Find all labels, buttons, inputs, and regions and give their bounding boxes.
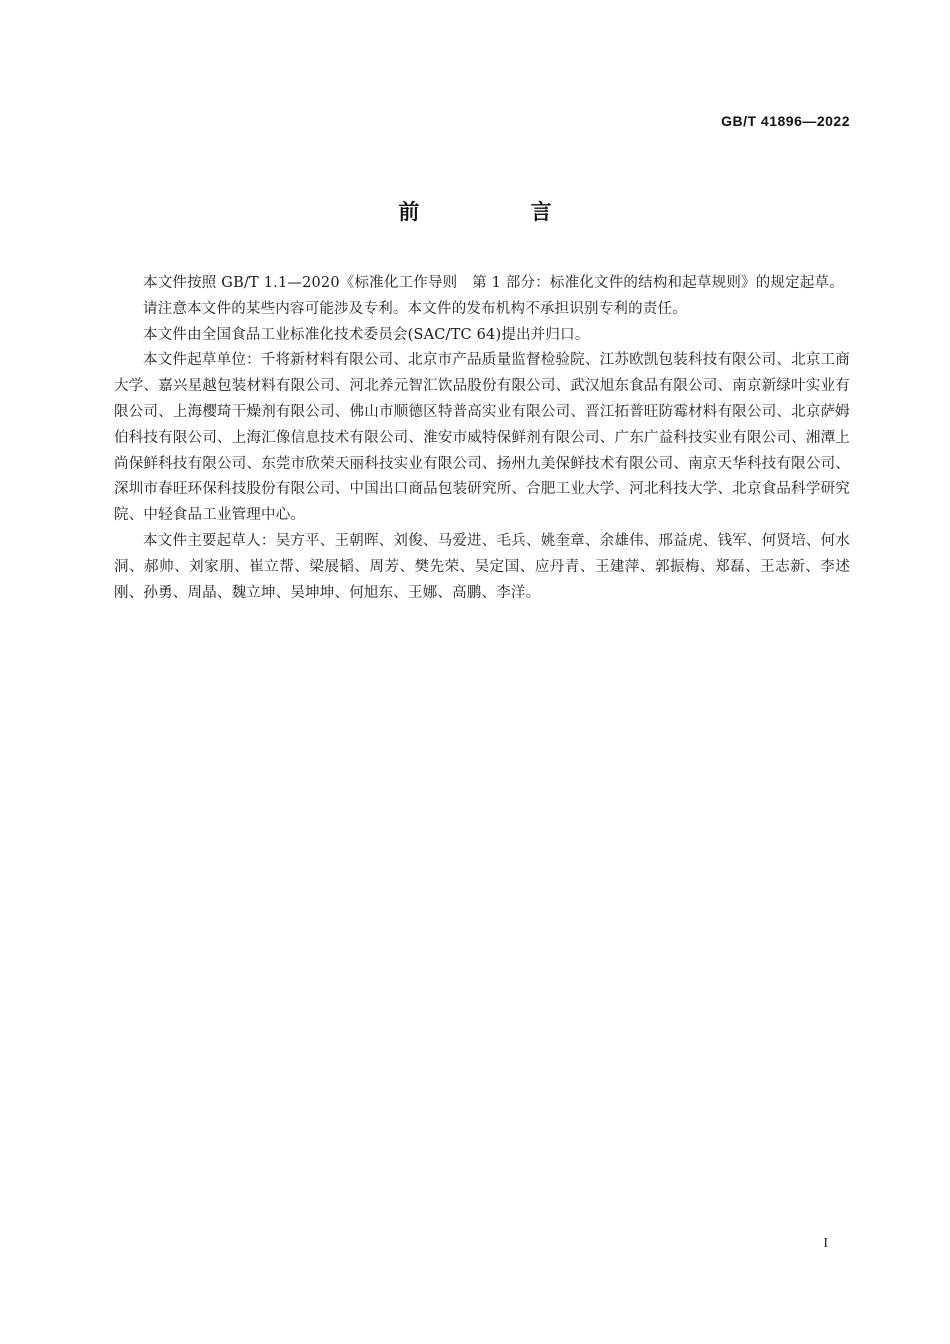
paragraph-drafting-rules: 本文件按照 GB/T 1.1—2020《标准化工作导则 第 1 部分：标准化文件的结构和起草规则》的规定起草。 [143,275,844,291]
standard-number: GB/T 41896—2022 [721,113,850,129]
page-title: 前 言 [398,200,604,224]
paragraph-drafting-units: 本文件起草单位：千将新材料有限公司、北京市产品质量监督检验院、江苏欧凯包装科技有限公司、北京工商大学、嘉兴星越包装材料有限公司、河北养元智汇饮品股份有限公司、武汉旭东食品有限公司、南京新绿叶实业有限公司、上海樱琦干燥剂有限公司、佛山市顺德区特普高实业有限公司、晋江拓普旺防霉材料有限公司、北京萨姆伯科技有限公司、上海汇像信息技术有限公司、淮安市威特保鲜剂有限公司、广东广益科技实业有限公司、湘潭上尚保鲜科技有限公司、东莞市欣荣天丽科技实业有限公司、扬州九美保鲜技术有限公司、南京天华科技有限公司、深圳市春旺环保科技股份有限公司、中国出口商品包装研究所、合肥工业大学、河北科技大学、北京食品科学研究院、中轻食品工业管理中心。 [114,352,850,524]
paragraph-proposer: 本文件由全国食品工业标准化技术委员会(SAC/TC 64)提出并归口。 [143,326,590,343]
paragraph-main-drafters: 本文件主要起草人：吴方平、王朝晖、刘俊、马爱进、毛兵、姚奎章、余雄伟、邢益虎、钱军、何贤培、何水洞、郝帅、刘家朋、崔立帮、梁展韬、周芳、樊先荣、吴定国、应丹青、王建萍、郭振梅、郑磊、王志新、李述刚、孙勇、周晶、魏立坤、吴坤坤、何旭东、王娜、高鹏、李洋。 [114,532,850,601]
foreword-body [114,271,850,606]
page-number: I [823,1236,828,1251]
paragraph-patent-notice: 请注意本文件的某些内容可能涉及专利。本文件的发布机构不承担识别专利的责任。 [143,300,687,317]
